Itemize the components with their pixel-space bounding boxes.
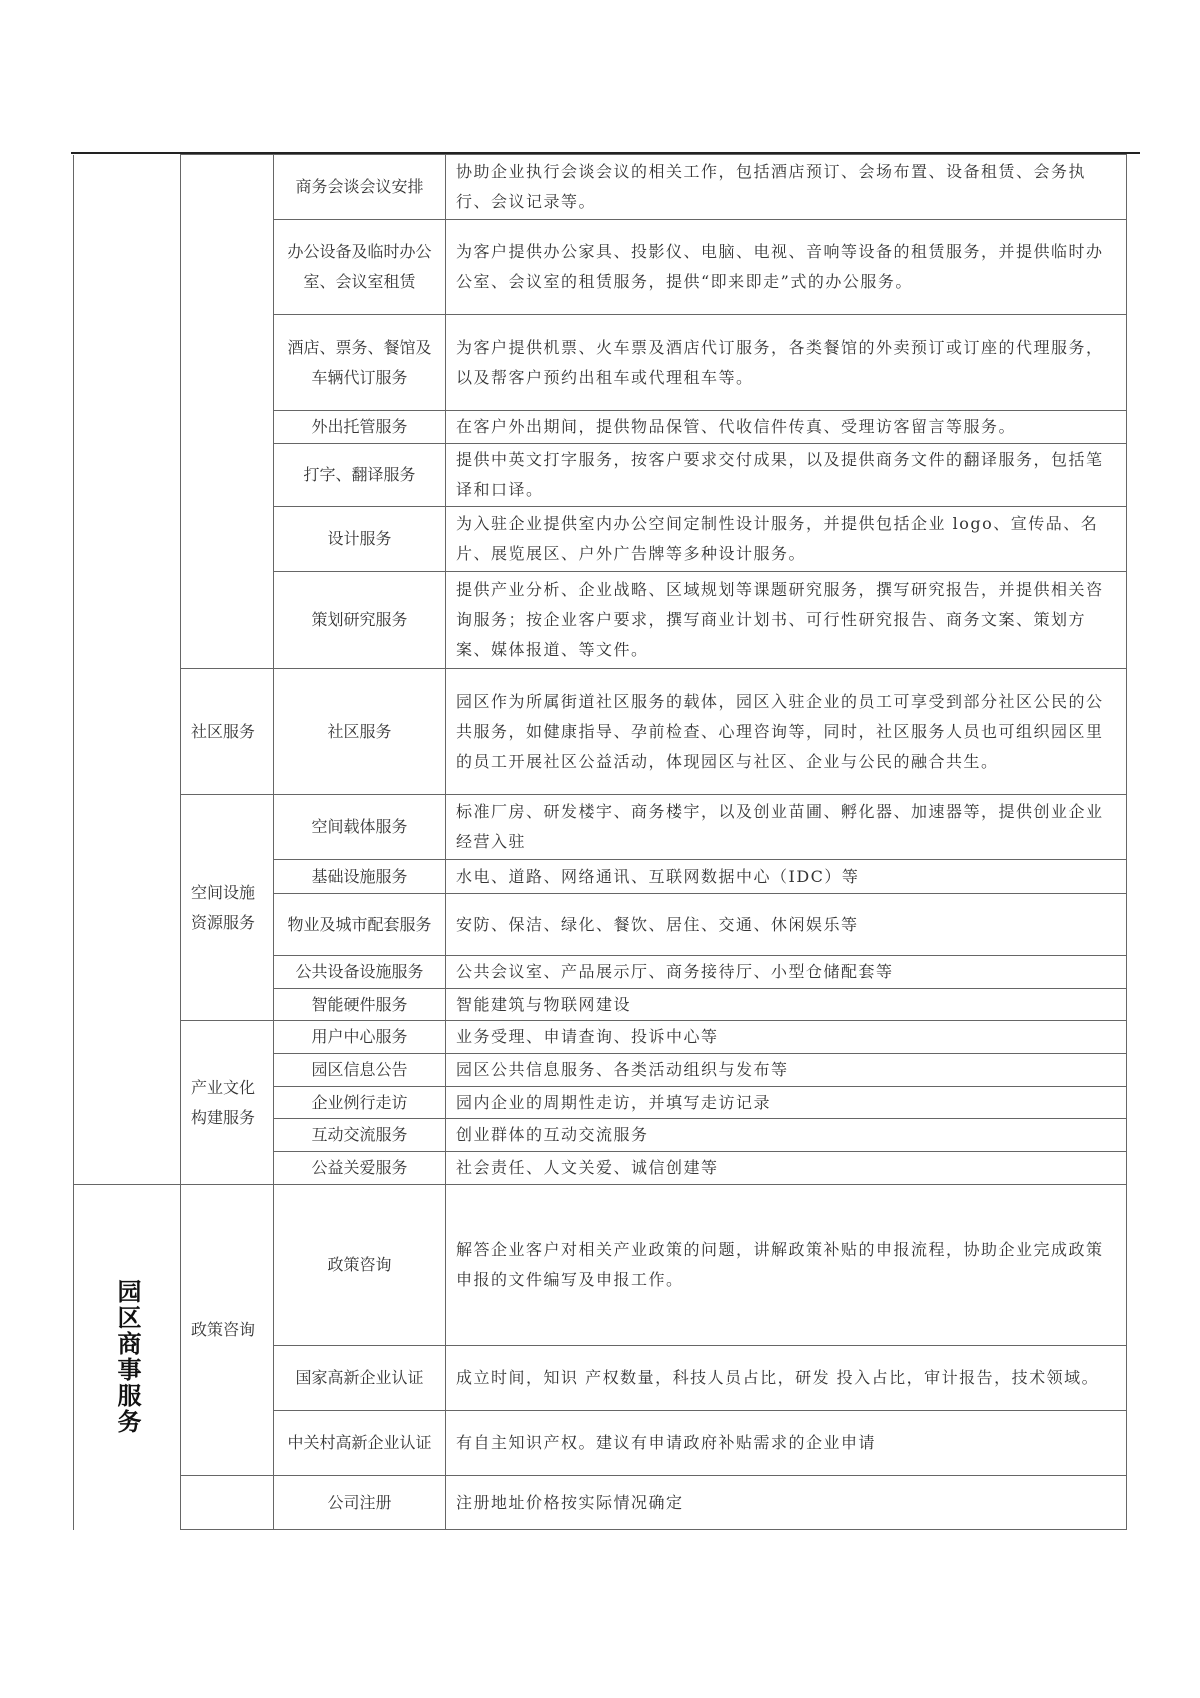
service-description: 为客户提供机票、火车票及酒店代订服务，各类餐馆的外卖预订或订座的代理服务，以及帮客户预约出租车或代理租车等。: [446, 315, 1127, 411]
service-item: 酒店、票务、餐馆及车辆代订服务: [274, 315, 446, 411]
table-row: [74, 795, 1127, 860]
table-row: [74, 1185, 1127, 1346]
group-label: 政策咨询: [181, 1185, 274, 1476]
service-description: 成立时间，知识 产权数量，科技人员占比，研发 投入占比，审计报告，技术领域。: [446, 1346, 1127, 1411]
service-item: 物业及城市配套服务: [274, 894, 446, 956]
service-description: 水电、道路、网络通讯、互联网数据中心（IDC）等: [446, 860, 1127, 894]
service-description: 园区作为所属街道社区服务的载体，园区入驻企业的员工可享受到部分社区公民的公共服务，如健康指导、孕前检查、心理咨询等，同时，社区服务人员也可组织园区里的员工开展社区公益活动，体现园区与社区、企业与公民的融合共生。: [446, 669, 1127, 795]
service-item: 企业例行走访: [274, 1087, 446, 1119]
service-table: [73, 154, 1127, 1530]
category-cell: [74, 155, 181, 1185]
service-description: 为客户提供办公家具、投影仪、电脑、电视、音响等设备的租赁服务，并提供临时办公室、会议室的租赁服务，提供“即来即走”式的办公服务。: [446, 220, 1127, 315]
service-item: 办公设备及临时办公室、会议室租赁: [274, 220, 446, 315]
service-description: 有自主知识产权。建议有申请政府补贴需求的企业申请: [446, 1411, 1127, 1476]
group-label: 空间设施资源服务: [181, 795, 274, 1021]
service-item: 设计服务: [274, 507, 446, 572]
service-description: 园区公共信息服务、各类活动组织与发布等: [446, 1054, 1127, 1087]
service-item: 公益关爱服务: [274, 1152, 446, 1185]
service-item: 外出托管服务: [274, 411, 446, 444]
service-description: 创业群体的互动交流服务: [446, 1119, 1127, 1152]
service-description: 公共会议室、产品展示厅、商务接待厅、小型仓储配套等: [446, 956, 1127, 989]
service-description: 解答企业客户对相关产业政策的问题，讲解政策补贴的申报流程，协助企业完成政策申报的文件编写及申报工作。: [446, 1185, 1127, 1346]
service-item: 智能硬件服务: [274, 989, 446, 1021]
table-row: [74, 1476, 1127, 1530]
service-description: 安防、保洁、绿化、餐饮、居住、交通、休闲娱乐等: [446, 894, 1127, 956]
service-description: 园内企业的周期性走访，并填写走访记录: [446, 1087, 1127, 1119]
service-item: 商务会谈会议安排: [274, 155, 446, 220]
service-item: 中关村高新企业认证: [274, 1411, 446, 1476]
service-description: 在客户外出期间，提供物品保管、代收信件传真、受理访客留言等服务。: [446, 411, 1127, 444]
service-description: 注册地址价格按实际情况确定: [446, 1476, 1127, 1530]
service-item: 政策咨询: [274, 1185, 446, 1346]
service-item: 社区服务: [274, 669, 446, 795]
service-description: 提供中英文打字服务，按客户要求交付成果，以及提供商务文件的翻译服务，包括笔译和口译。: [446, 444, 1127, 507]
service-item: 策划研究服务: [274, 572, 446, 669]
service-description: 业务受理、申请查询、投诉中心等: [446, 1021, 1127, 1054]
service-description: 提供产业分析、企业战略、区域规划等课题研究服务，撰写研究报告，并提供相关咨询服务；按企业客户要求，撰写商业计划书、可行性研究报告、商务文案、策划方案、媒体报道、等文件。: [446, 572, 1127, 669]
service-description: 协助企业执行会谈会议的相关工作，包括酒店预订、会场布置、设备租赁、会务执行、会议记录等。: [446, 155, 1127, 220]
service-item: 园区信息公告: [274, 1054, 446, 1087]
group-label: [181, 1476, 274, 1530]
service-item: 空间载体服务: [274, 795, 446, 860]
group-label: 产业文化构建服务: [181, 1021, 274, 1185]
service-item: 基础设施服务: [274, 860, 446, 894]
service-description: 智能建筑与物联网建设: [446, 989, 1127, 1021]
service-item: 互动交流服务: [274, 1119, 446, 1152]
service-item: 公司注册: [274, 1476, 446, 1530]
table-row: [74, 1021, 1127, 1054]
service-item: 国家高新企业认证: [274, 1346, 446, 1411]
service-item: 用户中心服务: [274, 1021, 446, 1054]
service-description: 标准厂房、研发楼宇、商务楼宇，以及创业苗圃、孵化器、加速器等，提供创业企业经营入驻: [446, 795, 1127, 860]
service-description: 社会责任、人文关爱、诚信创建等: [446, 1152, 1127, 1185]
service-item: 公共设备设施服务: [274, 956, 446, 989]
group-label: [181, 155, 274, 669]
group-label: 社区服务: [181, 669, 274, 795]
table-row: [74, 155, 1127, 220]
service-item: 打字、翻译服务: [274, 444, 446, 507]
category-cell: [74, 1185, 181, 1530]
table-row: [74, 669, 1127, 795]
service-description: 为入驻企业提供室内办公空间定制性设计服务，并提供包括企业 logo、宣传品、名片、展览展区、户外广告牌等多种设计服务。: [446, 507, 1127, 572]
category-label: 园区商事服务: [113, 1279, 142, 1436]
